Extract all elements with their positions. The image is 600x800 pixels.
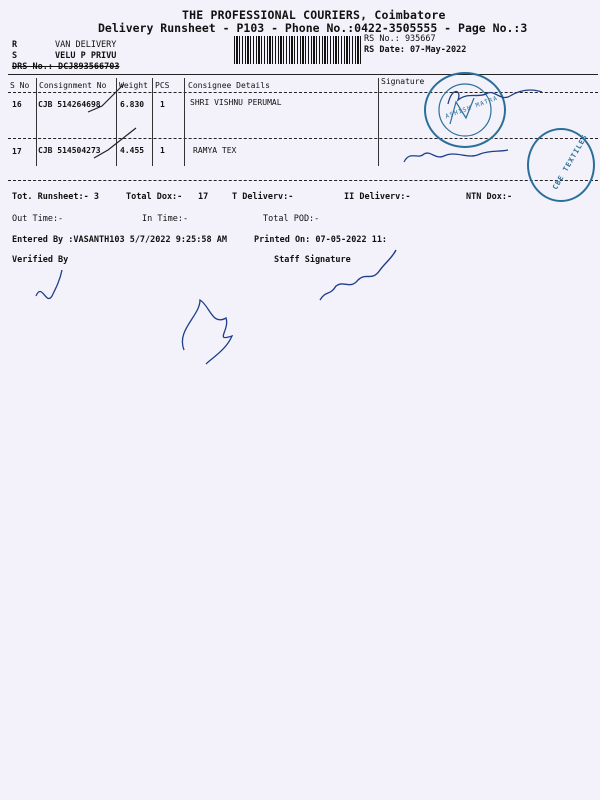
table-row-weight: 6.830: [120, 100, 145, 109]
rs-date: RS Date: 07-May-2022: [364, 45, 467, 55]
tot-runsheet: Tot. Runsheet:- 3: [12, 192, 99, 202]
delivery-label: T Deliverv:-: [232, 192, 294, 202]
delivery-label-2: II Deliverv:-: [344, 192, 411, 202]
seal-text: CBE TEXTILES: [551, 132, 590, 192]
table-row-weight: 4.455: [120, 146, 145, 155]
table-row-sno: 17: [12, 147, 22, 156]
table-row-consignee: SHRI VISHNU PERUMAL: [190, 98, 282, 107]
header-signature: Signature: [381, 77, 425, 86]
staff-value: VELU P PRIVU: [55, 51, 117, 61]
route-value: VAN DELIVERY: [55, 40, 117, 50]
header-pcs: PCS: [155, 81, 170, 90]
drs-number: DRS No.: DCJ893566703: [12, 62, 120, 72]
table-row-consignment: CJB 514504273: [38, 146, 101, 155]
table-row-consignment: CJB 514264698: [38, 100, 101, 109]
table-row-sno: 16: [12, 100, 22, 109]
company-title: THE PROFESSIONAL COURIERS, Coimbatore: [182, 8, 446, 22]
runsheet-title: Delivery Runsheet - P103 - Phone No.:0422-3505555 - Page No.:3: [98, 21, 528, 35]
table-row-consignee: RAMYA TEX: [193, 146, 237, 155]
table-row-pcs: 1: [160, 100, 165, 109]
verified-by-label: Verified By: [12, 255, 69, 265]
header-weight: Weight: [119, 81, 148, 90]
total-pod-label: Total POD:-: [263, 214, 320, 224]
total-dox-label: Total Dox:-: [126, 192, 183, 202]
header-sno: S No: [10, 81, 30, 90]
out-time-label: Out Time:-: [12, 214, 64, 224]
stamp-text: ASHISH MATRA: [444, 94, 499, 121]
header-consignment: Consignment No: [39, 81, 107, 90]
staff-label: S: [12, 51, 18, 61]
header-consignee: Consignee Details: [188, 81, 270, 90]
staff-signature-label: Staff Signature: [274, 255, 351, 265]
route-label: R: [12, 40, 18, 50]
table-row-pcs: 1: [160, 146, 165, 155]
ntn-dox-label: NTN Dox:-: [466, 192, 513, 202]
total-dox-value: 17: [198, 192, 209, 202]
in-time-label: In Time:-: [142, 214, 189, 224]
printed-on: Printed On: 07-05-2022 11:: [254, 235, 388, 245]
entered-by: Entered By :VASANTH103 5/7/2022 9:25:58 AM: [12, 235, 227, 245]
rs-number: RS No.: 935667: [364, 34, 436, 44]
